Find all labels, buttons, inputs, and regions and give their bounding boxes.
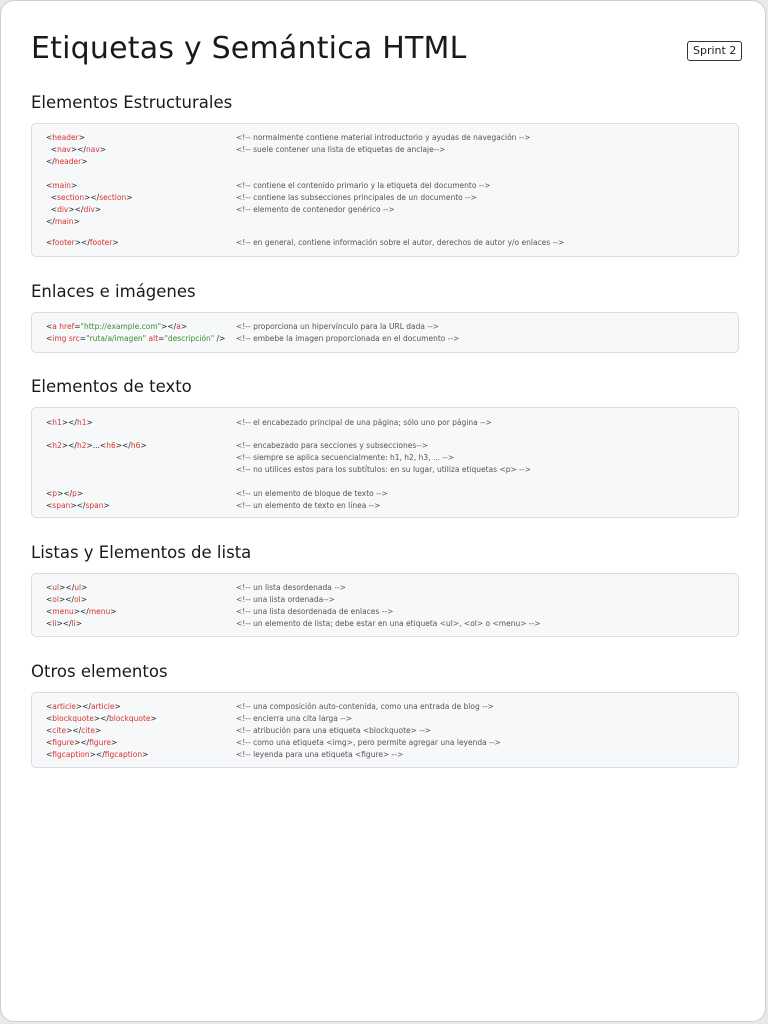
tag-name: figure (89, 738, 111, 747)
punctuation: ></ (70, 145, 86, 154)
attr-name: href (59, 322, 75, 331)
code-row (32, 333, 738, 345)
code-row (32, 237, 738, 249)
tag-name: li (52, 619, 57, 628)
punctuation: ></ (89, 750, 105, 759)
tag-name: menu (88, 607, 111, 616)
tag-name: a (176, 322, 181, 331)
code-comment: <!-- el encabezado principal de una página; sólo uno por página --> (236, 418, 492, 427)
punctuation: < (46, 750, 53, 759)
punctuation: < (46, 583, 53, 592)
punctuation: > (94, 726, 102, 735)
code-snippet (46, 594, 87, 606)
code-comment: <!-- contiene el contenido primario y la etiqueta del documento --> (236, 181, 491, 190)
tag-name: figcaption (104, 750, 143, 759)
code-comment: <!-- normalmente contiene material introductorio y ayudas de navegación --> (236, 133, 531, 142)
tag-name: section (99, 193, 127, 202)
tag-name: p (72, 489, 77, 498)
punctuation: ></ (58, 595, 75, 604)
tag-name: footer (52, 238, 75, 247)
code-snippet (46, 180, 77, 192)
tag-name: h2 (76, 441, 87, 450)
code-comment: <!-- proporciona un hipervínculo para la URL dada --> (236, 322, 440, 331)
code-snippet (46, 606, 117, 618)
punctuation: ></ (93, 714, 109, 723)
punctuation: ></ (66, 726, 82, 735)
code-snippet (46, 749, 148, 761)
punctuation: > (76, 489, 84, 498)
attr-value: "ruta/a/imagen" (86, 334, 147, 343)
tag-name: span (52, 501, 71, 510)
tag-name: h6 (130, 441, 141, 450)
punctuation: > (81, 157, 88, 166)
tag-name: figcaption (52, 750, 90, 759)
punctuation: > (94, 205, 102, 214)
attr-value: "descripción" (164, 334, 215, 343)
section-title-otros: Otros elementos (31, 662, 168, 681)
punctuation: < (46, 441, 53, 450)
tag-name: ol (52, 595, 59, 604)
code-row (32, 582, 738, 594)
code-comment: <!-- una lista desordenada de enlaces --> (236, 607, 394, 616)
punctuation: ></ (84, 193, 100, 202)
code-comment: <!-- contiene las subsecciones principales de un documento --> (236, 193, 477, 202)
punctuation: < (46, 726, 53, 735)
punctuation: < (46, 595, 53, 604)
code-comment: <!-- siempre se aplica secuencialmente: h1, h2, h3, ... --> (236, 453, 455, 462)
code-row (32, 180, 738, 192)
code-row (32, 749, 738, 761)
punctuation: < (46, 607, 53, 616)
punctuation: > (78, 133, 86, 142)
code-snippet (46, 725, 101, 737)
tag-name: cite (81, 726, 95, 735)
punctuation: ></ (57, 489, 73, 498)
code-row (32, 144, 738, 156)
punctuation: < (46, 181, 53, 190)
punctuation: > (180, 322, 188, 331)
code-snippet (46, 488, 83, 500)
punctuation: ></ (74, 238, 90, 247)
code-snippet (46, 192, 133, 204)
section-title-enlaces: Enlaces e imágenes (31, 282, 196, 301)
tag-name: ul (52, 583, 60, 592)
code-snippet (46, 440, 147, 452)
code-comment: <!-- como una etiqueta <img>, pero permite agregar una leyenda --> (236, 738, 501, 747)
code-row (32, 594, 738, 606)
code-snippet (46, 144, 106, 156)
punctuation: ></ (61, 441, 77, 450)
section-title-texto: Elementos de texto (31, 377, 192, 396)
code-snippet (46, 216, 80, 228)
code-comment: <!-- suele contener una lista de etiquetas de anclaje--> (236, 145, 446, 154)
tag-name: footer (89, 238, 113, 247)
code-comment: <!-- una lista ordenada--> (236, 595, 335, 604)
tag-name: nav (57, 145, 71, 154)
code-row (32, 725, 738, 737)
tag-name: cite (52, 726, 67, 735)
code-row (32, 464, 738, 476)
code-snippet (46, 701, 121, 713)
punctuation: < (46, 193, 58, 202)
punctuation: > (80, 595, 88, 604)
code-row (32, 417, 738, 429)
code-box-otros (31, 692, 739, 768)
code-row (32, 132, 738, 144)
code-row (32, 737, 738, 749)
punctuation: < (46, 133, 53, 142)
punctuation: ></ (115, 441, 131, 450)
attr-value: "http://example.com" (80, 322, 162, 331)
code-row (32, 216, 738, 228)
code-box-estructurales (31, 123, 739, 257)
punctuation: > (86, 418, 93, 427)
tag-name: main (52, 181, 72, 190)
code-row (32, 606, 738, 618)
punctuation: < (46, 619, 53, 628)
code-box-listas (31, 573, 739, 637)
punctuation: < (46, 334, 53, 343)
tag-name: main (54, 217, 74, 226)
code-comment: <!-- un lista desordenada --> (236, 583, 346, 592)
tag-name: h1 (76, 418, 87, 427)
tag-name: div (83, 205, 95, 214)
code-comment: <!-- atribución para una etiqueta <blockquote> --> (236, 726, 432, 735)
code-snippet (46, 156, 88, 168)
punctuation: = (158, 334, 165, 343)
punctuation: ></ (73, 607, 89, 616)
punctuation: < (46, 714, 53, 723)
punctuation: < (46, 238, 53, 247)
code-comment: <!-- un elemento de texto en línea --> (236, 501, 381, 510)
code-snippet (46, 333, 225, 345)
code-comment: <!-- embebe la imagen proporcionada en el documento --> (236, 334, 460, 343)
punctuation: > (126, 193, 133, 202)
code-row (32, 618, 738, 630)
code-snippet (46, 737, 117, 749)
code-snippet (46, 713, 157, 725)
code-row (32, 204, 738, 216)
code-snippet (46, 582, 87, 594)
sprint-badge: Sprint 2 (687, 41, 742, 61)
code-comment: <!-- un elemento de bloque de texto --> (236, 489, 388, 498)
punctuation: ></ (74, 738, 90, 747)
code-box-texto (31, 407, 739, 518)
tag-name: section (57, 193, 85, 202)
tag-name: blockquote (52, 714, 94, 723)
punctuation: > (73, 217, 80, 226)
punctuation: ></ (56, 619, 72, 628)
punctuation: ></ (70, 501, 86, 510)
code-snippet (46, 132, 85, 144)
punctuation: > (112, 238, 119, 247)
tag-name: p (52, 489, 58, 498)
punctuation: > (71, 181, 78, 190)
tag-name: h6 (106, 441, 116, 450)
punctuation: >...< (86, 441, 107, 450)
punctuation: < (46, 322, 53, 331)
tag-name: header (54, 157, 82, 166)
code-snippet (46, 618, 82, 630)
code-row (32, 192, 738, 204)
code-row (32, 488, 738, 500)
tag-name: div (57, 205, 69, 214)
code-row (32, 500, 738, 512)
tag-name: span (85, 501, 104, 510)
attr-name: src (68, 334, 80, 343)
punctuation: < (46, 702, 53, 711)
punctuation: ></ (75, 702, 91, 711)
code-row (32, 452, 738, 464)
code-row (32, 321, 738, 333)
tag-name: article (52, 702, 76, 711)
tag-name: nav (85, 145, 100, 154)
punctuation: > (110, 607, 117, 616)
punctuation: = (74, 322, 81, 331)
section-title-listas: Listas y Elementos de lista (31, 543, 252, 562)
punctuation: ></ (61, 418, 77, 427)
punctuation: > (75, 619, 83, 628)
code-snippet (46, 500, 110, 512)
tag-name: ol (74, 595, 81, 604)
tag-name: li (71, 619, 76, 628)
section-title-estructurales: Elementos Estructurales (31, 93, 233, 112)
code-row (32, 713, 738, 725)
punctuation: < (46, 418, 53, 427)
tag-name: blockquote (108, 714, 151, 723)
tag-name: header (52, 133, 79, 142)
page-title: Etiquetas y Semántica HTML (31, 31, 467, 66)
tag-name: figure (52, 738, 75, 747)
code-comment: <!-- no utilices estos para los subtítulos: en su lugar, utiliza etiquetas <p> --> (236, 465, 531, 474)
code-comment: <!-- leyenda para una etiqueta <figure> --> (236, 750, 404, 759)
tag-name: img (52, 334, 67, 343)
punctuation: = (79, 334, 87, 343)
punctuation: ></ (161, 322, 177, 331)
code-snippet (46, 204, 101, 216)
punctuation: > (142, 750, 149, 759)
punctuation: > (103, 501, 110, 510)
punctuation: < (46, 738, 53, 747)
punctuation: < (46, 489, 53, 498)
code-comment: <!-- encierra una cita larga --> (236, 714, 352, 723)
punctuation: ></ (68, 205, 84, 214)
punctuation: > (150, 714, 157, 723)
tag-name: h1 (52, 418, 62, 427)
code-comment: <!-- elemento de contenedor genérico --> (236, 205, 395, 214)
attr-name: alt (148, 334, 159, 343)
code-snippet (46, 417, 93, 429)
code-snippet (46, 321, 187, 333)
punctuation: > (140, 441, 147, 450)
punctuation: /> (214, 334, 226, 343)
punctuation: > (99, 145, 107, 154)
punctuation: < (46, 205, 58, 214)
punctuation: > (110, 738, 118, 747)
code-row (32, 440, 738, 452)
tag-name: h2 (52, 441, 62, 450)
tag-name: menu (52, 607, 74, 616)
punctuation: > (114, 702, 121, 711)
punctuation: </ (46, 157, 55, 166)
punctuation: < (46, 501, 53, 510)
punctuation: > (81, 583, 88, 592)
tag-name: a (52, 322, 57, 331)
code-box-enlaces (31, 312, 739, 353)
tag-name: article (90, 702, 115, 711)
tag-name: ul (74, 583, 82, 592)
code-snippet (46, 237, 119, 249)
punctuation: < (46, 145, 58, 154)
code-comment: <!-- un elemento de lista; debe estar en una etiqueta <ul>, <ol> o <menu> --> (236, 619, 541, 628)
punctuation: </ (46, 217, 55, 226)
code-comment: <!-- una composición auto-contenida, como una entrada de blog --> (236, 702, 494, 711)
code-row (32, 156, 738, 168)
punctuation: ></ (59, 583, 75, 592)
code-comment: <!-- encabezado para secciones y subsecciones--> (236, 441, 428, 450)
code-comment: <!-- en general, contiene información sobre el autor, derechos de autor y/o enlaces --> (236, 238, 565, 247)
code-row (32, 701, 738, 713)
